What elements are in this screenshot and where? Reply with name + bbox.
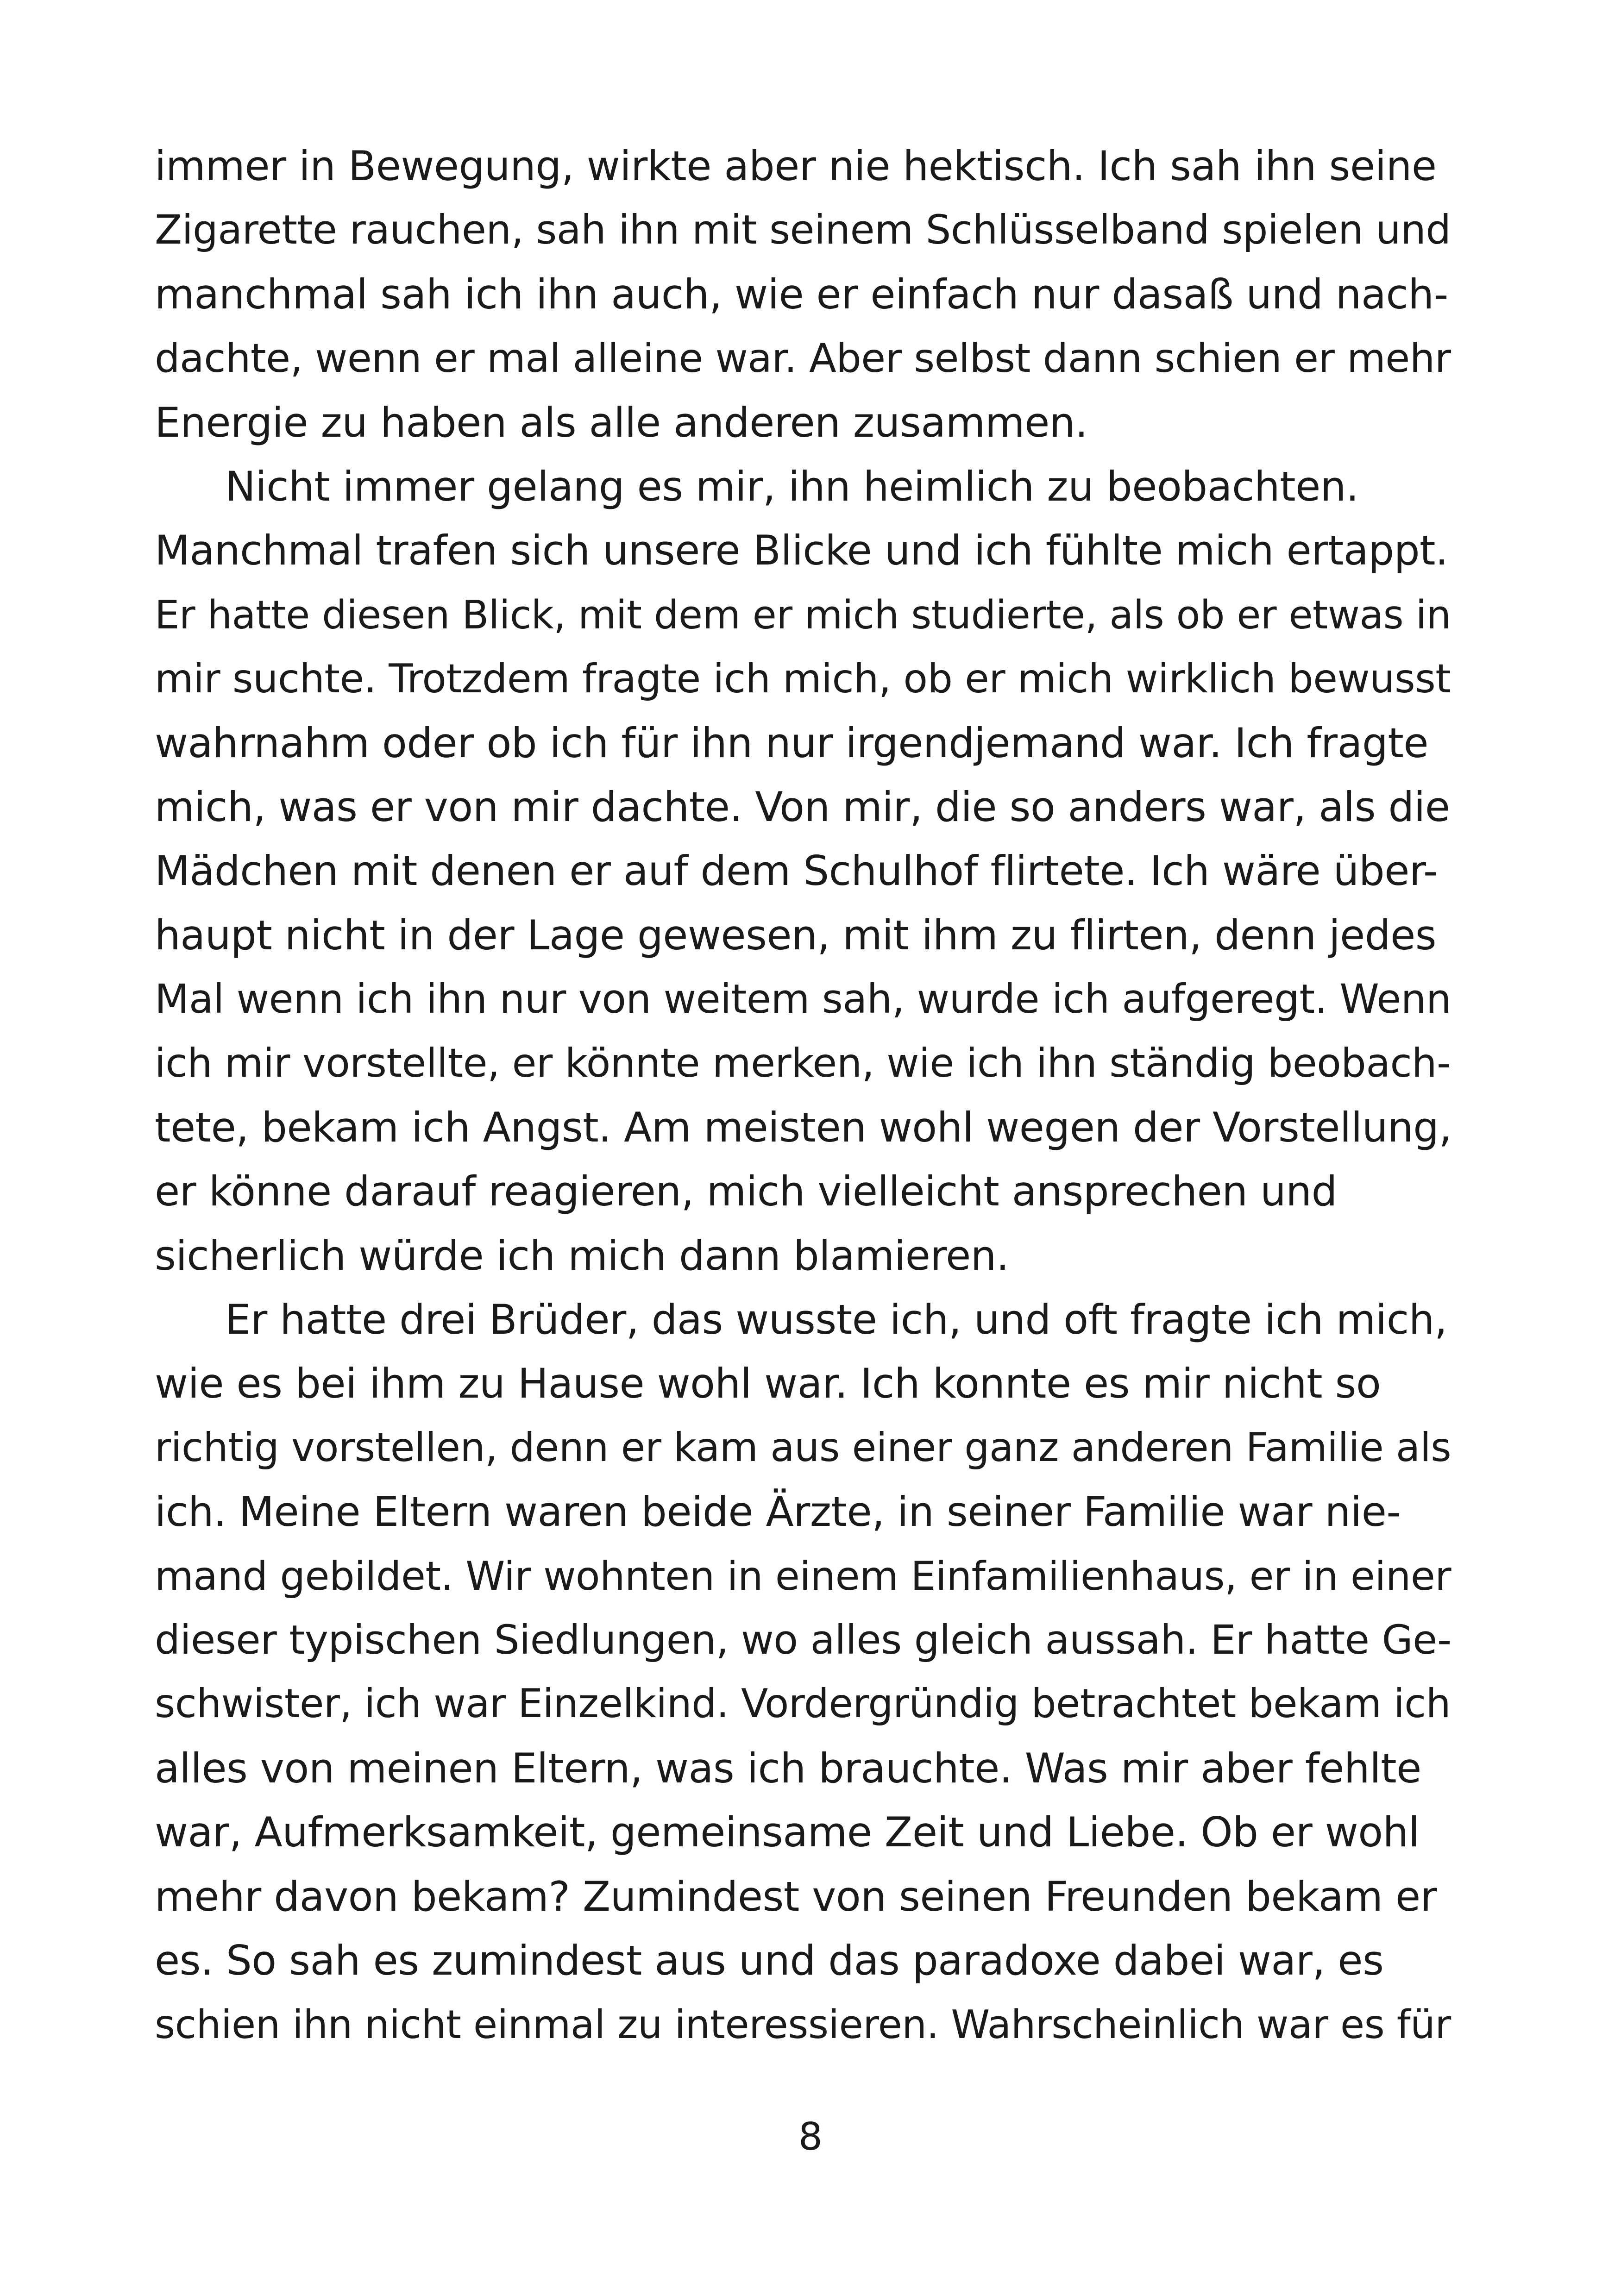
text-line: mir suchte. Trotzdem fragte ich mich, ob er mich wirklich bewusst	[155, 656, 1451, 703]
text-line: mehr davon bekam? Zumindest von seinen Freunden bekam er	[155, 1872, 1437, 1920]
text-line: Zigarette rauchen, sah ihn mit seinem Schlüsselband spielen und	[155, 207, 1451, 254]
text-line: Er hatte drei Brüder, das wusste ich, und oft fragte ich mich,	[225, 1296, 1447, 1344]
text-line: sicherlich würde ich mich dann blamieren.	[155, 1231, 1009, 1280]
text-line: Er hatte diesen Blick, mit dem er mich studierte, als ob er etwas in	[155, 592, 1451, 638]
text-line: ich mir vorstellte, er könnte merken, wie ich ihn ständig beobach-	[155, 1040, 1451, 1087]
text-line: wahrnahm oder ob ich für ihn nur irgendjemand war. Ich fragte	[155, 719, 1428, 767]
text-line: Mädchen mit denen er auf dem Schulhof flirtete. Ich wäre über-	[155, 847, 1438, 895]
text-line: tete, bekam ich Angst. Am meisten wohl wegen der Vorstellung,	[155, 1103, 1452, 1151]
text-line: er könne darauf reagieren, mich vielleicht ansprechen und	[155, 1167, 1337, 1216]
text-line: immer in Bewegung, wirkte aber nie hektisch. Ich sah ihn seine	[155, 142, 1437, 190]
body-text	[155, 134, 1451, 2057]
text-line: schwister, ich war Einzelkind. Vordergründig betrachtet bekam ich	[155, 1681, 1451, 1727]
text-line: Mal wenn ich ihn nur von weitem sah, wurde ich aufgeregt. Wenn	[155, 976, 1451, 1023]
text-line: mich, was er von mir dachte. Von mir, die so anders war, als die	[155, 783, 1450, 831]
text-line: war, Aufmerksamkeit, gemeinsame Zeit und Liebe. Ob er wohl	[155, 1808, 1420, 1857]
text-line: wie es bei ihm zu Hause wohl war. Ich konnte es mir nicht so	[155, 1360, 1381, 1408]
text-line: es. So sah es zumindest aus und das paradoxe dabei war, es	[155, 1936, 1384, 1984]
text-line: mand gebildet. Wir wohnten in einem Einfamilienhaus, er in einer	[155, 1553, 1451, 1600]
text-line: Nicht immer gelang es mir, ihn heimlich zu beobachten.	[225, 462, 1359, 510]
text-line: alles von meinen Eltern, was ich brauchte. Was mir aber fehlte	[155, 1744, 1421, 1792]
text-line: Manchmal trafen sich unsere Blicke und ich fühlte mich ertappt.	[155, 527, 1448, 575]
text-line: dachte, wenn er mal alleine war. Aber selbst dann schien er mehr	[155, 335, 1451, 382]
text-line: haupt nicht in der Lage gewesen, mit ihm zu flirten, denn jedes	[155, 911, 1437, 959]
text-line: Energie zu haben als alle anderen zusammen.	[155, 398, 1088, 446]
text-line: ich. Meine Eltern waren beide Ärzte, in seiner Familie war nie-	[155, 1488, 1401, 1536]
text-line: dieser typischen Siedlungen, wo alles gleich aussah. Er hatte Ge-	[155, 1617, 1451, 1663]
text-line: manchmal sah ich ihn auch, wie er einfach nur dasaß und nach-	[155, 270, 1448, 318]
text-line: richtig vorstellen, denn er kam aus einer ganz anderen Familie als	[155, 1424, 1451, 1471]
page-number: 8	[798, 2115, 823, 2159]
text-line: schien ihn nicht einmal zu interessieren. Wahrscheinlich war es für	[155, 2001, 1451, 2048]
